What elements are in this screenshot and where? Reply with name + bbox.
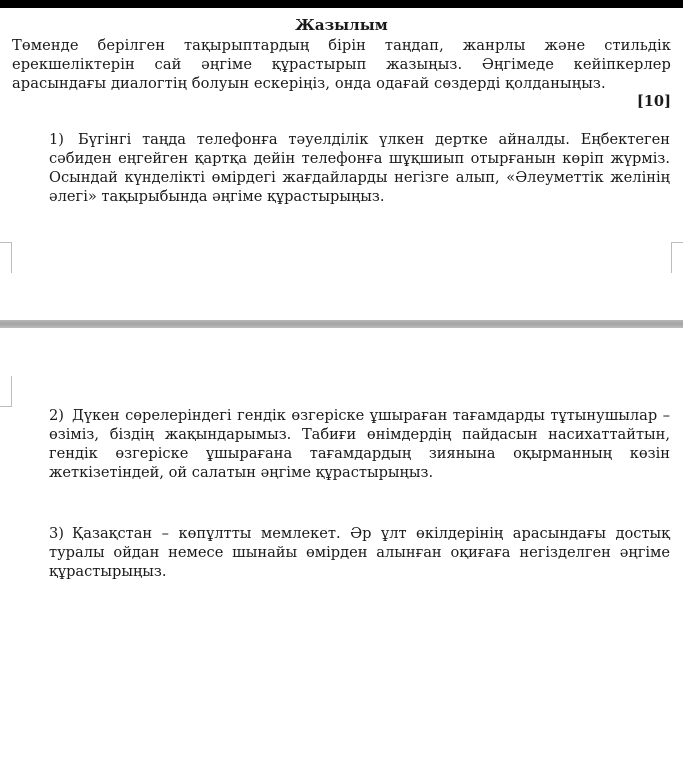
- page-break: [0, 320, 683, 328]
- margin-mark-top-left: [0, 242, 12, 273]
- task-text: Қазақстан – көпұлтты мемлекет. Әр ұлт өкілдерінің арасындағы достық туралы ойдан немесе шынайы өмірден алынған оқиғаға негізделген әңгіме құрастырыңыз.: [49, 525, 670, 580]
- task-number: 1): [49, 131, 64, 148]
- top-toolbar-edge: [0, 0, 683, 8]
- margin-mark-top-right: [671, 242, 683, 273]
- intro-paragraph: Төменде берілген тақырыптардың бірін таңдап, жанрлы және стильдік ерекшеліктерін сай әңгіме құрастырып жазыңыз. Әңгімеде кейіпкерлер арасындағы диалогтің болуын ескеріңіз, онда одағай сөздерді қолданыңыз.: [12, 37, 671, 92]
- task-text: Дүкен сөрелеріндегі гендік өзгеріске ұшыраған тағамдарды тұтынушылар – өзіміз, біздің жақындарымыз. Табиғи өнімдердің пайдасын насихаттайтын, гендік өзгеріске ұшырағана тағамдардың зиянына оқырманның көзін жеткізетіндей, ой салатын әңгіме құрастырыңыз.: [49, 407, 670, 481]
- section-title: Жазылым: [295, 16, 388, 34]
- margin-mark-bottom-left: [0, 376, 12, 407]
- task-item: [49, 406, 670, 482]
- task-item: [49, 524, 670, 581]
- task-number: 3): [49, 525, 64, 542]
- task-item: [49, 130, 670, 206]
- task-text: Бүгінгі таңда телефонға тәуелділік үлкен дертке айналды. Еңбектеген сәбиден еңгейген қартқа дейін телефонға шұқшиып отырғанын көріп жүрміз. Осындай күнделікті өмірдегі жағдайларды негізге алып, «Әлеуметтік желінің әлегі» тақырыбында әңгіме құрастырыңыз.: [49, 131, 670, 205]
- task-number: 2): [49, 407, 64, 424]
- points-label: [10]: [636, 93, 671, 110]
